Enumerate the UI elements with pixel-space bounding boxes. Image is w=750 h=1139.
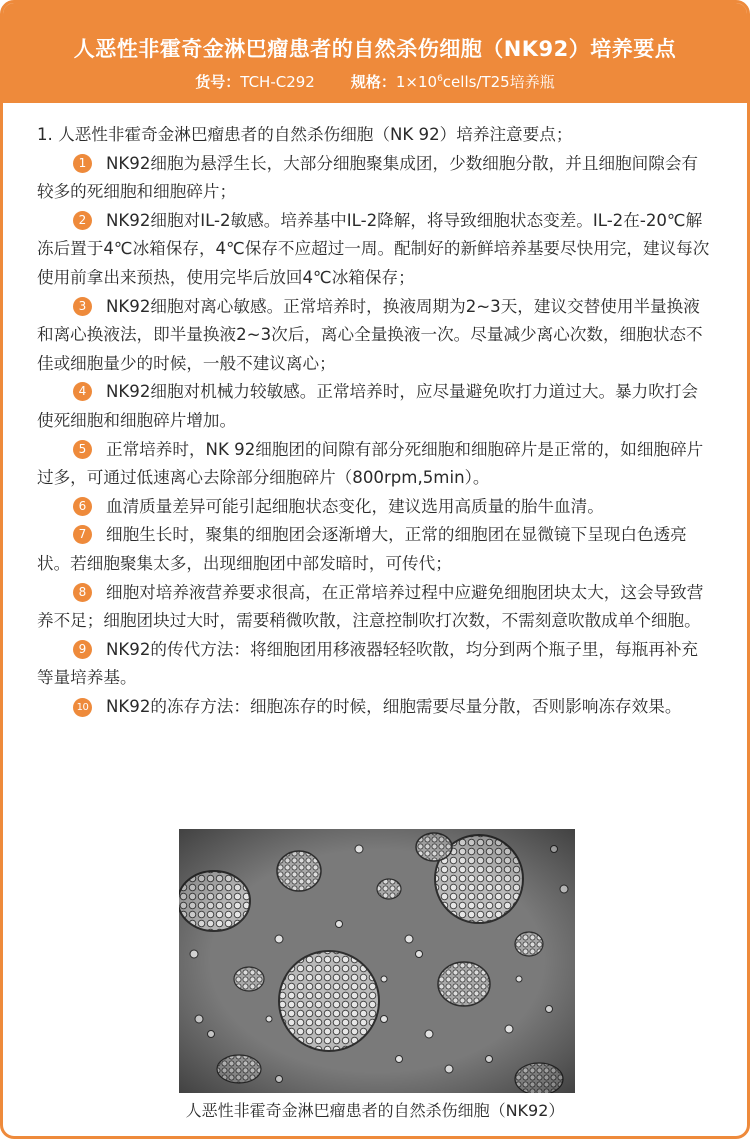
notes-content bbox=[3, 103, 747, 721]
list-item-text: 血清质量差异可能引起细胞状态变化，建议选用高质量的胎牛血清。 bbox=[106, 496, 604, 516]
catalog-value: TCH-C292 bbox=[240, 73, 315, 91]
list-item-text: 细胞对培养液营养要求很高，在正常培养过程中应避免细胞团块太大，这会导致营养不足；细胞团块过大时，需要稍微吹散，注意控制吹打次数，不需刻意吹散成单个细胞。 bbox=[37, 582, 704, 631]
spec-exponent: 6 bbox=[437, 74, 443, 84]
list-item-text: NK92的冻存方法：细胞冻存的时候，细胞需要尽量分散，否则影响冻存效果。 bbox=[106, 696, 682, 716]
number-badge: 3 bbox=[73, 297, 92, 316]
number-badge: 7 bbox=[73, 525, 92, 544]
section-heading: 1. 人恶性非霍奇金淋巴瘤患者的自然杀伤细胞（NK 92）培养注意要点； bbox=[37, 125, 573, 144]
list-item bbox=[37, 636, 713, 693]
list-item-text: 正常培养时，NK 92细胞团的间隙有部分死细胞和细胞碎片是正常的，如细胞碎片过多，可通过低速离心去除部分细胞碎片（800rpm,5min）。 bbox=[37, 439, 704, 488]
list-item bbox=[37, 493, 713, 522]
number-badge: 4 bbox=[73, 382, 92, 401]
list-item-text: NK92细胞对离心敏感。正常培养时，换液周期为2~3天，建议交替使用半量换液和离心换液法，即半量换液2~3次后，离心全量换液一次。尽量减少离心次数，细胞状态不佳或细胞量少的时候，一般不建议离心； bbox=[37, 296, 703, 373]
list-item bbox=[37, 521, 713, 578]
page-title: 人恶性非霍奇金淋巴瘤患者的自然杀伤细胞（NK92）培养要点 bbox=[73, 37, 677, 61]
product-spec-line bbox=[3, 69, 747, 92]
number-badge: 10 bbox=[73, 698, 92, 717]
micrograph-image bbox=[179, 829, 575, 1093]
cell-micrograph bbox=[179, 829, 575, 1093]
figure-caption: 人恶性非霍奇金淋巴瘤患者的自然杀伤细胞（NK92） bbox=[185, 1101, 565, 1120]
catalog-label: 货号： bbox=[195, 73, 241, 91]
list-item-text: NK92细胞对IL-2敏感。培养基中IL-2降解，将导致细胞状态变差。IL-2在-20℃解冻后置于4℃冰箱保存，4℃保存不应超过一周。配制好的新鲜培养基要尽快用完，建议每次使用前拿出来预热，使用完毕后放回4℃冰箱保存； bbox=[37, 210, 710, 287]
list-item bbox=[37, 150, 713, 207]
header-banner bbox=[3, 3, 747, 103]
number-badge: 8 bbox=[73, 583, 92, 602]
number-badge: 2 bbox=[73, 211, 92, 230]
number-badge: 9 bbox=[73, 640, 92, 659]
list-item-text: NK92细胞为悬浮生长，大部分细胞聚集成团，少数细胞分散，并且细胞间隙会有较多的死细胞和细胞碎片； bbox=[37, 153, 699, 202]
list-item-text: 细胞生长时，聚集的细胞团会逐渐增大，正常的细胞团在显微镜下呈现白色透亮状。若细胞聚集太多，出现细胞团中部发暗时，可传代； bbox=[37, 525, 687, 573]
list-item bbox=[37, 579, 713, 636]
number-badge: 6 bbox=[73, 497, 92, 516]
spec-value-pre: 1×10 bbox=[395, 73, 438, 91]
list-item bbox=[37, 293, 713, 379]
number-badge: 5 bbox=[73, 440, 92, 459]
list-item-text: NK92的传代方法：将细胞团用移液器轻轻吹散，均分到两个瓶子里，每瓶再补充等量培养基。 bbox=[37, 639, 699, 688]
spec-value-post: cells/T25培养瓶 bbox=[442, 73, 555, 91]
list-item bbox=[37, 436, 713, 493]
list-item bbox=[37, 378, 713, 435]
list-item bbox=[37, 207, 713, 293]
list-item-text: NK92细胞对机械力较敏感。正常培养时，应尽量避免吹打力道过大。暴力吹打会使死细胞和细胞碎片增加。 bbox=[37, 382, 699, 430]
spec-label: 规格： bbox=[350, 73, 396, 91]
list-item bbox=[37, 693, 713, 722]
number-badge: 1 bbox=[73, 154, 92, 173]
